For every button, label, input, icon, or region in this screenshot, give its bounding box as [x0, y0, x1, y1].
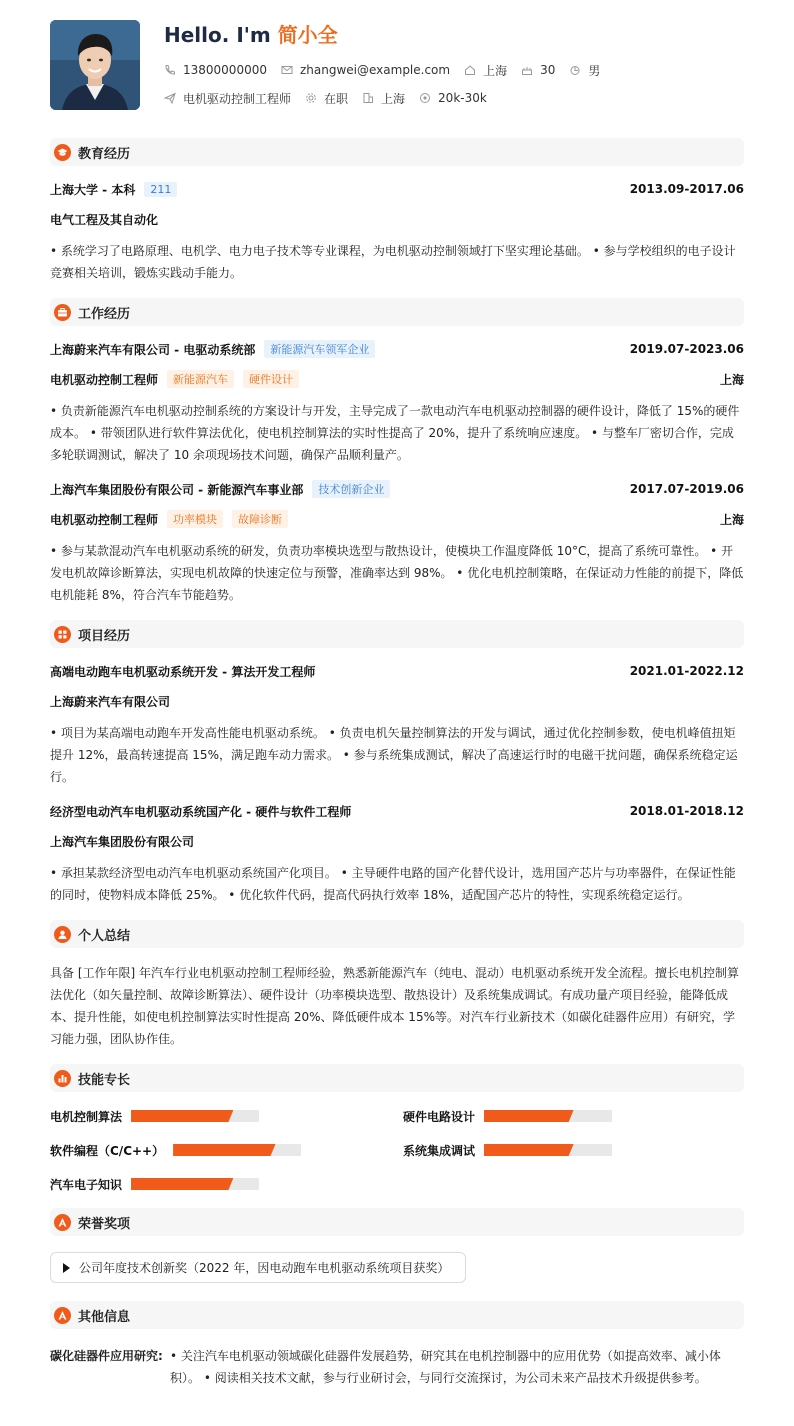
work-tag: 功率模块	[167, 510, 223, 528]
summary-section-header	[50, 920, 744, 948]
cake-icon	[521, 64, 533, 76]
other-section-title: 其他信息	[78, 1309, 131, 1325]
person-icon	[54, 926, 71, 943]
work-role: 电机驱动控制工程师	[50, 512, 159, 527]
award-icon	[54, 1214, 71, 1231]
grid-icon	[54, 626, 71, 643]
target-city-item	[362, 90, 405, 107]
project-company: 上海蔚来汽车有限公司	[50, 694, 171, 709]
skill-bar	[484, 1144, 612, 1156]
work-tag: 新能源汽车	[167, 370, 234, 388]
greeting-title	[164, 22, 614, 48]
project-title: 经济型电动汽车电机驱动系统国产化 - 硬件与软件工程师	[50, 804, 352, 819]
work-company-tag: 技术创新企业	[312, 480, 390, 498]
skill-name: 电机控制算法	[50, 1109, 123, 1124]
building-icon	[362, 92, 374, 104]
summary-section-title: 个人总结	[78, 928, 131, 944]
mail-icon	[281, 64, 293, 76]
skills-grid	[50, 1108, 744, 1192]
gear-icon	[305, 92, 317, 104]
position-value: 电机驱动控制工程师	[183, 91, 292, 106]
work-tag: 故障诊断	[232, 510, 288, 528]
project-description: • 项目为某高端电动跑车开发高性能电机驱动系统。 • 负责电机矢量控制算法的开发与调试，通过优化控制参数，使电机峰值扭矩提升 12%，最高转速提高 15%，满足跑车动力需求。 • 参与系统集成测试，解决了高速运行时的电磁干扰问题，确保系统稳定运行。	[50, 726, 738, 784]
greeting-prefix: Hello. I'm	[164, 23, 278, 47]
info-icon	[54, 1307, 71, 1324]
work-company: 上海汽车集团股份有限公司 - 新能源汽车事业部	[50, 482, 304, 497]
education-section-title: 教育经历	[78, 146, 131, 162]
bar-chart-icon	[54, 1070, 71, 1087]
email-value: zhangwei@example.com	[299, 63, 451, 77]
work-section-title: 工作经历	[78, 306, 131, 322]
skill-bar	[131, 1178, 259, 1190]
home-icon	[464, 64, 476, 76]
work-date: 2017.07-2019.06	[629, 482, 744, 496]
paper-plane-icon	[164, 92, 176, 104]
target-city-value: 上海	[381, 91, 406, 106]
skill-item	[403, 1142, 744, 1158]
other-info-text: • 关注汽车电机驱动领域碳化硅器件发展趋势，研究其在电机控制器中的应用优势（如提高效率、减小体积）。 • 阅读相关技术文献，参与行业研讨会，与同行交流探讨，为公司未来产品技术升级提供参考。	[170, 1349, 721, 1385]
status-item	[305, 90, 348, 107]
play-triangle-icon	[63, 1263, 70, 1273]
project-title: 高端电动跑车电机驱动系统开发 - 算法开发工程师	[50, 664, 316, 679]
resume-header	[50, 20, 744, 110]
skill-bar	[173, 1144, 301, 1156]
phone-value: 13800000000	[183, 63, 267, 77]
education-major: 电气工程及其自动化	[50, 212, 159, 227]
coin-icon	[419, 92, 431, 104]
award-item[interactable]	[50, 1252, 466, 1283]
other-info-item	[50, 1345, 744, 1389]
skill-bar-fill	[173, 1144, 275, 1156]
work-company: 上海蔚来汽车有限公司 - 电驱动系统部	[50, 342, 256, 357]
education-entry	[50, 180, 744, 284]
contact-row	[164, 62, 614, 78]
gender-item	[569, 62, 600, 79]
skills-section-title: 技能专长	[78, 1072, 131, 1088]
email-item	[281, 63, 450, 77]
avatar	[50, 20, 140, 110]
education-description: • 系统学习了电路原理、电机学、电力电子技术等专业课程，为电机驱动控制领域打下坚实理论基础。 • 参与学校组织的电子设计竞赛相关培训，锻炼实践动手能力。	[50, 244, 736, 280]
job-row	[164, 90, 614, 106]
briefcase-icon	[54, 304, 71, 321]
work-date: 2019.07-2023.06	[629, 342, 744, 356]
project-company: 上海汽车集团股份有限公司	[50, 834, 195, 849]
skill-name: 软件编程（C/C++）	[50, 1143, 165, 1158]
graduation-cap-icon	[54, 144, 71, 161]
city-item	[464, 62, 507, 79]
work-company-tag: 新能源汽车领军企业	[264, 340, 375, 358]
salary-item	[419, 91, 487, 105]
work-section-header	[50, 298, 744, 326]
skill-item	[403, 1108, 744, 1124]
projects-section-header	[50, 620, 744, 648]
phone-icon	[164, 64, 176, 76]
other-info-label: 碳化硅器件应用研究:	[50, 1349, 163, 1363]
summary-text: 具备 [工作年限] 年汽车行业电机驱动控制工程师经验，熟悉新能源汽车（纯电、混动）电机驱动系统开发全流程。擅长电机控制算法优化（如矢量控制、故障诊断算法）、硬件设计（功率模块选型、散热设计）及系统集成调试。有成功量产项目经验，能降低成本、提升性能，如使电机控制算法实时性提高 20%、降低硬件成本 15%等。对汽车行业新技术（如碳化硅器件应用）有研究，学习能力强，团队协作佳。	[50, 966, 739, 1046]
school-name: 上海大学 - 本科	[50, 182, 136, 197]
project-date: 2018.01-2018.12	[629, 804, 744, 818]
work-description: • 参与某款混动汽车电机驱动系统的研发，负责功率模块选型与散热设计，使模块工作温度降低 10°C，提高了系统可靠性。 • 开发电机故障诊断算法，实现电机故障的快速定位与预警，准确率达到 98%。 • 优化电机控制策略，在保证动力性能的前提下，降低电机能耗 8%，符合汽车节能趋势。	[50, 544, 744, 602]
skill-item	[50, 1108, 403, 1124]
skill-bar-fill	[484, 1110, 574, 1122]
skill-bar-fill	[484, 1144, 574, 1156]
skill-name: 汽车电子知识	[50, 1177, 123, 1192]
gender-value: 男	[588, 63, 601, 78]
work-entry	[50, 480, 744, 606]
skill-bar-fill	[131, 1110, 233, 1122]
project-entry	[50, 802, 744, 906]
salary-value: 20k-30k	[438, 91, 487, 105]
education-section-header	[50, 138, 744, 166]
award-text: 公司年度技术创新奖（2022 年，因电动跑车电机驱动系统项目获奖）	[79, 1261, 450, 1275]
skill-name: 系统集成调试	[403, 1143, 476, 1158]
other-section-header	[50, 1301, 744, 1329]
phone-item	[164, 63, 267, 77]
projects-section-title: 项目经历	[78, 628, 131, 644]
gender-icon	[569, 64, 581, 76]
skills-section-header	[50, 1064, 744, 1092]
work-tag: 硬件设计	[243, 370, 299, 388]
status-value: 在职	[324, 91, 349, 106]
project-description: • 承担某款经济型电动汽车电机驱动系统国产化项目。 • 主导硬件电路的国产化替代设计，选用国产芯片与功率器件，在保证性能的同时，使物料成本降低 25%。 • 优化软件代码，提高代码执行效率 18%，适配国产芯片的特性，实现系统稳定运行。	[50, 866, 736, 902]
project-entry	[50, 662, 744, 788]
age-item	[521, 63, 555, 77]
work-role: 电机驱动控制工程师	[50, 372, 159, 387]
position-item	[164, 90, 291, 107]
skill-item	[50, 1142, 403, 1158]
school-tag: 211	[144, 182, 177, 197]
work-city: 上海	[719, 512, 744, 527]
skill-bar	[484, 1110, 612, 1122]
skill-bar	[131, 1110, 259, 1122]
skill-name: 硬件电路设计	[403, 1109, 476, 1124]
awards-section-title: 荣誉奖项	[78, 1216, 131, 1232]
skill-bar-fill	[131, 1178, 233, 1190]
age-value: 30	[540, 63, 556, 77]
work-entry	[50, 340, 744, 466]
skill-item	[50, 1176, 403, 1192]
work-description: • 负责新能源汽车电机驱动控制系统的方案设计与开发，主导完成了一款电动汽车电机驱动控制器的硬件设计，降低了 15%的硬件成本。 • 带领团队进行软件算法优化，使电机控制算法的实时性提高了 20%，提升了系统响应速度。 • 与整车厂密切合作，完成多轮联调测试，解决了 10 余项现场技术问题，确保产品顺利量产。	[50, 404, 740, 462]
city-value: 上海	[483, 63, 508, 78]
candidate-name: 简小全	[277, 23, 338, 47]
education-date: 2013.09-2017.06	[629, 182, 744, 196]
awards-section-header	[50, 1208, 744, 1236]
work-city: 上海	[719, 372, 744, 387]
project-date: 2021.01-2022.12	[629, 664, 744, 678]
